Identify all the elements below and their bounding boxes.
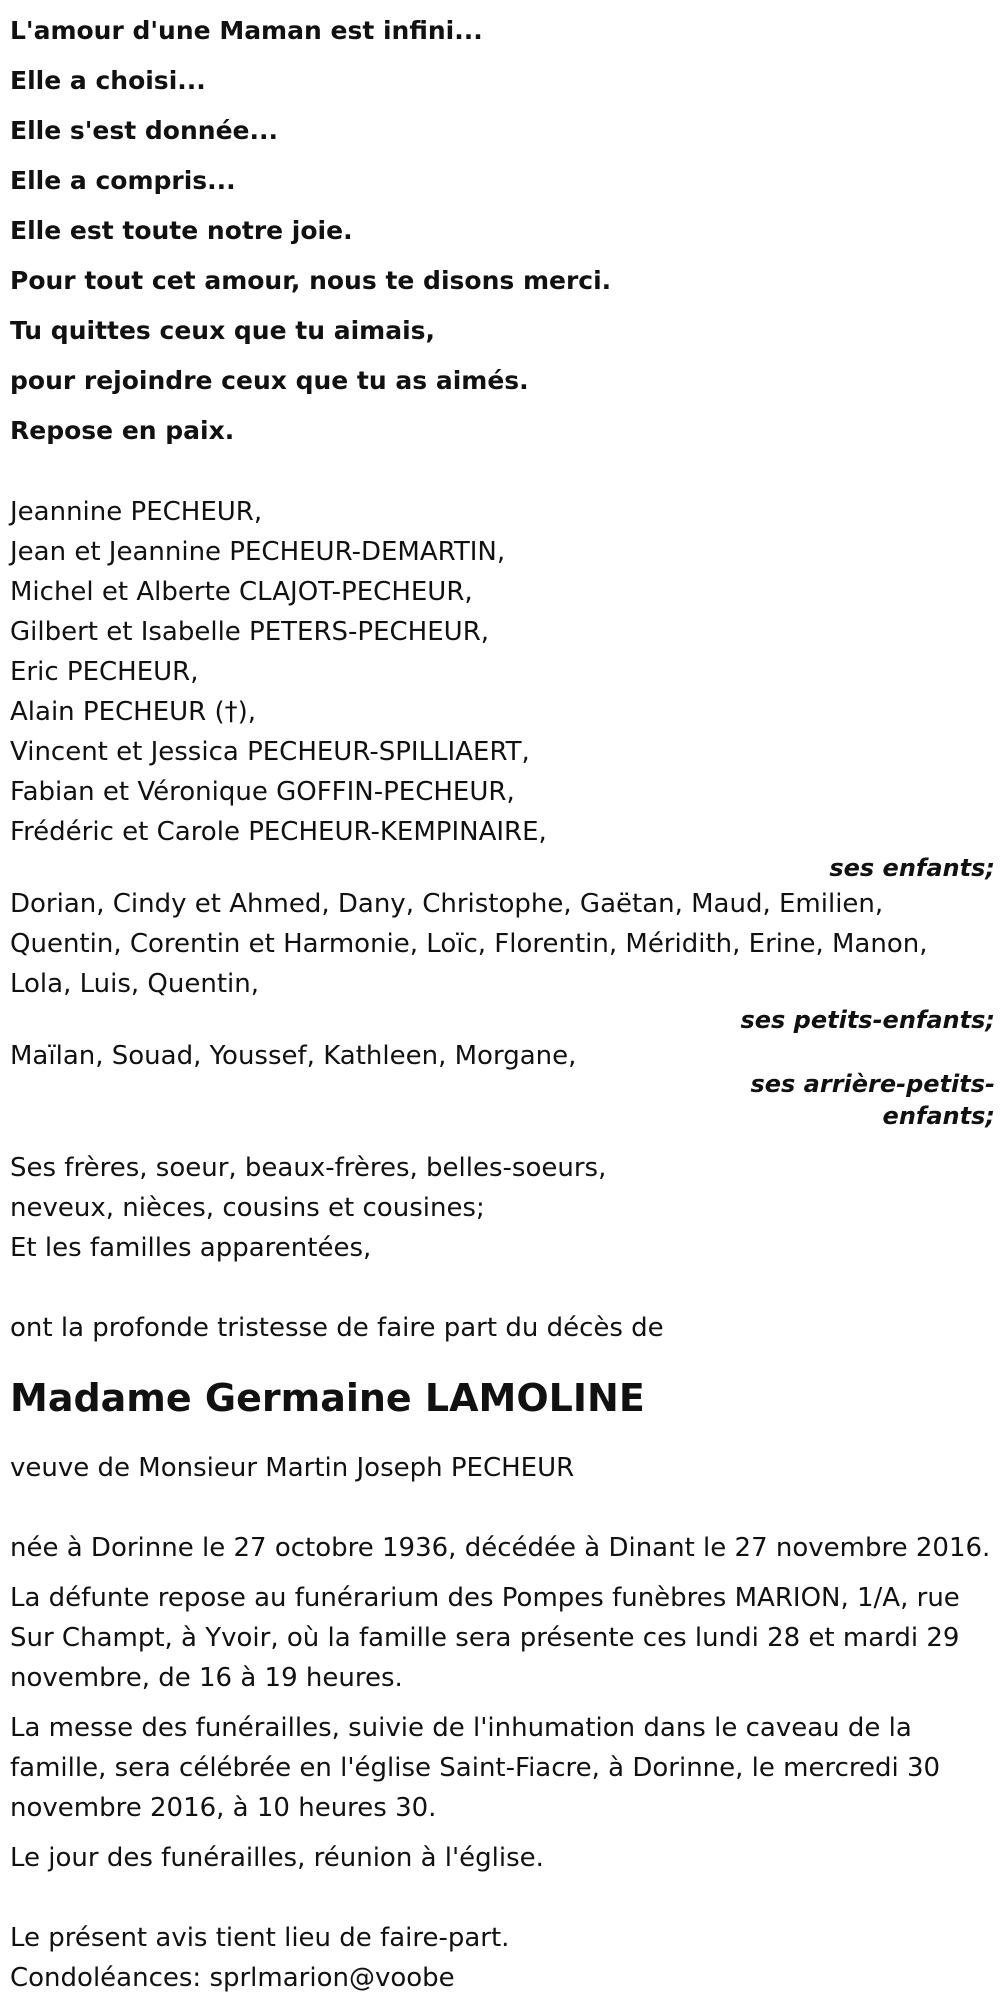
closing [10, 1918, 995, 1998]
birth-death [10, 1528, 995, 1568]
poem-line: Pour tout cet amour, nous te disons merci. [10, 266, 612, 295]
poem [10, 6, 995, 456]
poem-line: Repose en paix. [10, 416, 235, 445]
child-name: Michel et Alberte CLAJOT-PECHEUR, [10, 577, 473, 607]
grandchildren-list [10, 884, 995, 1004]
relatives-line: neveux, nièces, cousins et cousines; [10, 1193, 485, 1223]
child-name: Alain PECHEUR (†), [10, 697, 257, 727]
children-list [10, 492, 995, 852]
announcement [10, 1308, 995, 1348]
grandchildren-line: Dorian, Cindy et Ahmed, Dany, Christophe, Gaëtan, Maud, Emilien, [10, 889, 884, 919]
great-grandchildren-line: Maïlan, Souad, Youssef, Kathleen, Morgane, [10, 1041, 577, 1071]
great-grandchildren-label-line: enfants; [882, 1102, 995, 1130]
great-grandchildren-label [10, 1068, 995, 1132]
relatives-line: Ses frères, soeur, beaux-frères, belles-soeurs, [10, 1153, 607, 1183]
child-name: Eric PECHEUR, [10, 657, 199, 687]
mass-info [10, 1708, 995, 1828]
notice-text: Le présent avis tient lieu de faire-part. [10, 1923, 510, 1953]
relatives-list [10, 1148, 995, 1268]
widow-of [10, 1448, 995, 1488]
reunion [10, 1838, 995, 1878]
child-name: Jeannine PECHEUR, [10, 497, 263, 527]
rest-info-line: La défunte repose au funérarium des Pompes funèbres MARION, 1/A, rue [10, 1583, 960, 1613]
poem-line: Elle a compris... [10, 166, 236, 195]
poem-line: Elle est toute notre joie. [10, 216, 353, 245]
child-name: Gilbert et Isabelle PETERS-PECHEUR, [10, 617, 490, 647]
rest-info [10, 1578, 995, 1698]
child-name: Fabian et Véronique GOFFIN-PECHEUR, [10, 777, 515, 807]
poem-line: Elle s'est donnée... [10, 116, 278, 145]
rest-info-line: Sur Champt, à Yvoir, où la famille sera présente ces lundi 28 et mardi 29 [10, 1623, 960, 1653]
poem-line: pour rejoindre ceux que tu as aimés. [10, 366, 529, 395]
grandchildren-label: ses petits-enfants; [740, 1006, 995, 1034]
poem-line: Tu quittes ceux que tu aimais, [10, 316, 436, 345]
mass-info-line: La messe des funérailles, suivie de l'inhumation dans le caveau de la [10, 1713, 912, 1743]
poem-line: L'amour d'une Maman est infini... [10, 16, 483, 45]
grandchildren-line: Quentin, Corentin et Harmonie, Loïc, Florentin, Méridith, Erine, Manon, [10, 929, 928, 959]
relatives-line: Et les familles apparentées, [10, 1233, 372, 1263]
mass-info-line: novembre 2016, à 10 heures 30. [10, 1793, 437, 1823]
child-name: Vincent et Jessica PECHEUR-SPILLIAERT, [10, 737, 530, 767]
widow-of-text: veuve de Monsieur Martin Joseph PECHEUR [10, 1453, 575, 1483]
deceased-name: Madame Germaine LAMOLINE [10, 1376, 645, 1420]
rest-info-line: novembre, de 16 à 19 heures. [10, 1663, 403, 1693]
child-name: Jean et Jeannine PECHEUR-DEMARTIN, [10, 537, 506, 567]
mass-info-line: famille, sera célébrée en l'église Saint-Fiacre, à Dorinne, le mercredi 30 [10, 1753, 941, 1783]
obituary-notice [10, 0, 995, 1998]
poem-line: Elle a choisi... [10, 66, 206, 95]
announcement-text: ont la profonde tristesse de faire part du décès de [10, 1313, 664, 1343]
grandchildren-line: Lola, Luis, Quentin, [10, 969, 260, 999]
great-grandchildren-label-line: ses arrière-petits- [750, 1070, 995, 1098]
child-name: Frédéric et Carole PECHEUR-KEMPINAIRE, [10, 817, 547, 847]
condolences-text: Condoléances: sprlmarion@voobe [10, 1963, 455, 1993]
birth-death-text: née à Dorinne le 27 octobre 1936, décédée à Dinant le 27 novembre 2016. [10, 1533, 991, 1563]
reunion-text: Le jour des funérailles, réunion à l'église. [10, 1843, 544, 1873]
children-label: ses enfants; [829, 854, 995, 882]
